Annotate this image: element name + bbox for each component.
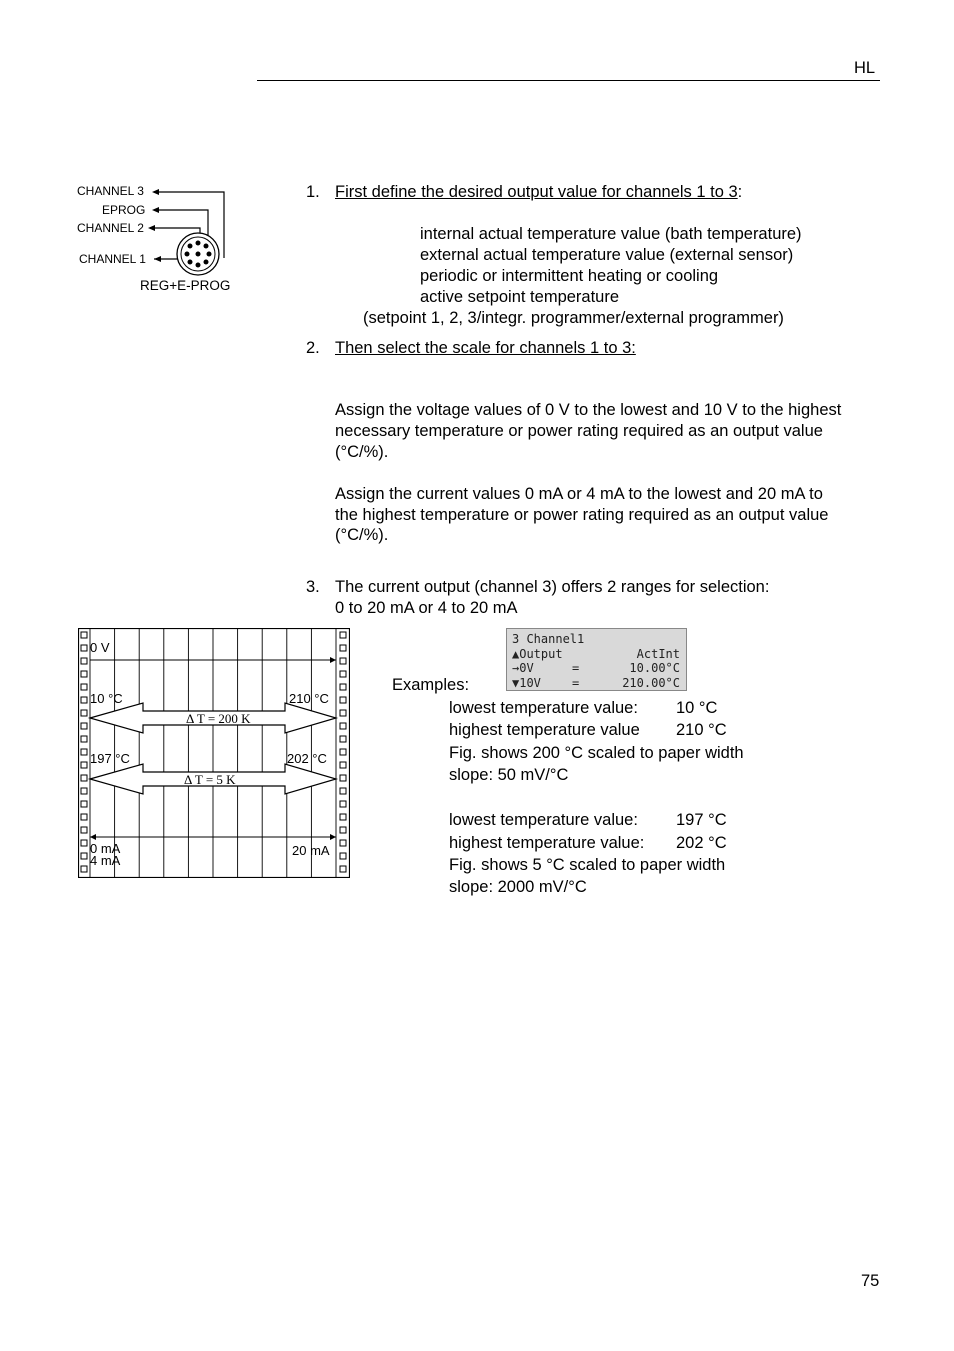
ex1-slope: slope: 50 mV/°C	[449, 766, 569, 784]
ex2-high-label: highest temperature value:	[449, 834, 645, 852]
step2-title: Then select the scale for channels 1 to 3:	[335, 339, 636, 357]
channel3-label: CHANNEL 3	[77, 184, 144, 198]
sprocket-hole	[81, 775, 87, 781]
sprocket-hole	[340, 827, 346, 833]
lcd-line4-mid: =	[572, 675, 580, 690]
step1-title: First define the desired output value for channels 1 to 3	[335, 183, 738, 201]
eprog-label: EPROG	[102, 203, 146, 217]
label-dt5: Δ T = 5 K	[184, 772, 236, 787]
step2-para1-line1: Assign the voltage values of 0 V to the lowest and 10 V to the highest	[335, 401, 842, 419]
lcd-line1: 3 Channel1	[512, 632, 585, 646]
ex2-fig: Fig. shows 5 °C scaled to paper width	[449, 856, 726, 874]
lcd-row-3	[512, 661, 682, 676]
label-197c: 197 °C	[90, 751, 130, 766]
channel1-label: CHANNEL 1	[79, 252, 146, 266]
sprocket-hole	[340, 801, 346, 807]
sprocket-hole	[81, 697, 87, 703]
sprocket-hole	[81, 749, 87, 755]
step1-note: (setpoint 1, 2, 3/integr. programmer/external programmer)	[363, 309, 784, 327]
sprocket-hole	[81, 801, 87, 807]
lcd-row-2	[512, 647, 682, 662]
lcd-line3-left: →0V	[512, 661, 534, 675]
label-20ma: 20 mA	[292, 843, 330, 858]
lcd-line4-right: 210.00°C	[622, 675, 680, 690]
step3-line2: 0 to 20 mA or 4 to 20 mA	[335, 599, 518, 617]
ex2-slope: slope: 2000 mV/°C	[449, 878, 587, 896]
label-dt200: Δ T = 200 K	[186, 711, 251, 726]
sprocket-hole	[81, 671, 87, 677]
ex2-low-value: 197 °C	[676, 811, 727, 829]
step3-number: 3.	[306, 578, 320, 596]
sprocket-hole	[340, 645, 346, 651]
sprocket-hole	[81, 710, 87, 716]
ex2-high-value: 202 °C	[676, 834, 727, 852]
lcd-display	[506, 628, 687, 691]
step2-para1-line2: necessary temperature or power rating required as an output value	[335, 422, 823, 440]
sprocket-hole	[81, 684, 87, 690]
step3-line1: The current output (channel 3) offers 2 ranges for selection:	[335, 578, 770, 596]
lcd-line2-right: ActInt	[636, 646, 680, 661]
sprocket-hole	[340, 632, 346, 638]
lcd-row-4	[512, 676, 682, 691]
step2-para2-line2: the highest temperature or power rating required as an output value	[335, 506, 829, 524]
step2-para1-line3: (°C/%).	[335, 443, 389, 461]
sprocket-hole	[81, 827, 87, 833]
step1-option-2: external actual temperature value (external sensor)	[420, 246, 794, 264]
ex1-low-value: 10 °C	[676, 699, 718, 717]
step1-option-3: periodic or intermittent heating or cooling	[420, 267, 719, 285]
sprocket-hole	[81, 645, 87, 651]
lcd-line3-mid: =	[572, 661, 580, 675]
step2-number: 2.	[306, 339, 320, 357]
channel2-label: CHANNEL 2	[77, 221, 144, 235]
step1-number: 1.	[306, 183, 320, 201]
sprocket-hole	[81, 632, 87, 638]
step1-title-wrap	[335, 182, 742, 203]
lcd-row-1	[512, 632, 682, 647]
sprocket-hole	[81, 840, 87, 846]
sprocket-hole	[81, 658, 87, 664]
label-210c: 210 °C	[289, 691, 329, 706]
sprocket-hole	[340, 814, 346, 820]
sprocket-hole	[340, 853, 346, 859]
sprocket-hole	[340, 866, 346, 872]
header-rule	[257, 80, 880, 81]
step2-para2-line3: (°C/%).	[335, 526, 389, 544]
connector-caption: REG+E-PROG	[140, 278, 231, 293]
sprocket-hole	[81, 814, 87, 820]
sprocket-hole	[340, 736, 346, 742]
sprocket-hole	[340, 762, 346, 768]
step2-para2-line1: Assign the current values 0 mA or 4 mA to the lowest and 20 mA to	[335, 485, 823, 503]
ex1-high-value: 210 °C	[676, 721, 727, 739]
recorder-chart	[78, 628, 350, 878]
sprocket-hole	[81, 853, 87, 859]
sprocket-hole	[81, 723, 87, 729]
step1-option-4: active setpoint temperature	[420, 288, 620, 306]
connector-diagram	[70, 180, 260, 300]
sprocket-hole	[81, 788, 87, 794]
sprocket-hole	[340, 697, 346, 703]
page-number: 75	[861, 1272, 880, 1290]
step1-option-1: internal actual temperature value (bath temperature)	[420, 225, 802, 243]
sprocket-hole	[340, 775, 346, 781]
step1-colon: :	[737, 183, 743, 201]
lcd-line4-left: ▼10V	[512, 675, 541, 690]
sprocket-hole	[81, 866, 87, 872]
ex2-low-label: lowest temperature value:	[449, 811, 638, 829]
sprocket-hole	[340, 840, 346, 846]
label-0v: 0 V	[90, 640, 110, 655]
examples-label: Examples:	[392, 676, 470, 694]
sprocket-hole	[81, 736, 87, 742]
ex1-high-label: highest temperature value	[449, 721, 640, 739]
ex1-fig: Fig. shows 200 °C scaled to paper width	[449, 744, 744, 762]
ex1-low-label: lowest temperature value:	[449, 699, 638, 717]
sprocket-hole	[340, 710, 346, 716]
sprocket-hole	[340, 684, 346, 690]
lcd-line2-left: ▲Output	[512, 646, 563, 661]
lcd-line3-right: 10.00°C	[629, 661, 680, 675]
sprocket-hole	[340, 788, 346, 794]
label-202c: 202 °C	[287, 751, 327, 766]
label-4ma: 4 mA	[90, 853, 121, 868]
sprocket-hole	[340, 723, 346, 729]
sprocket-hole	[340, 658, 346, 664]
header-tag: HL	[854, 59, 876, 77]
sprocket-hole	[340, 671, 346, 677]
label-0ma: 0 mA	[90, 841, 121, 856]
label-10c: 10 °C	[90, 691, 123, 706]
sprocket-hole	[81, 762, 87, 768]
sprocket-hole	[340, 749, 346, 755]
